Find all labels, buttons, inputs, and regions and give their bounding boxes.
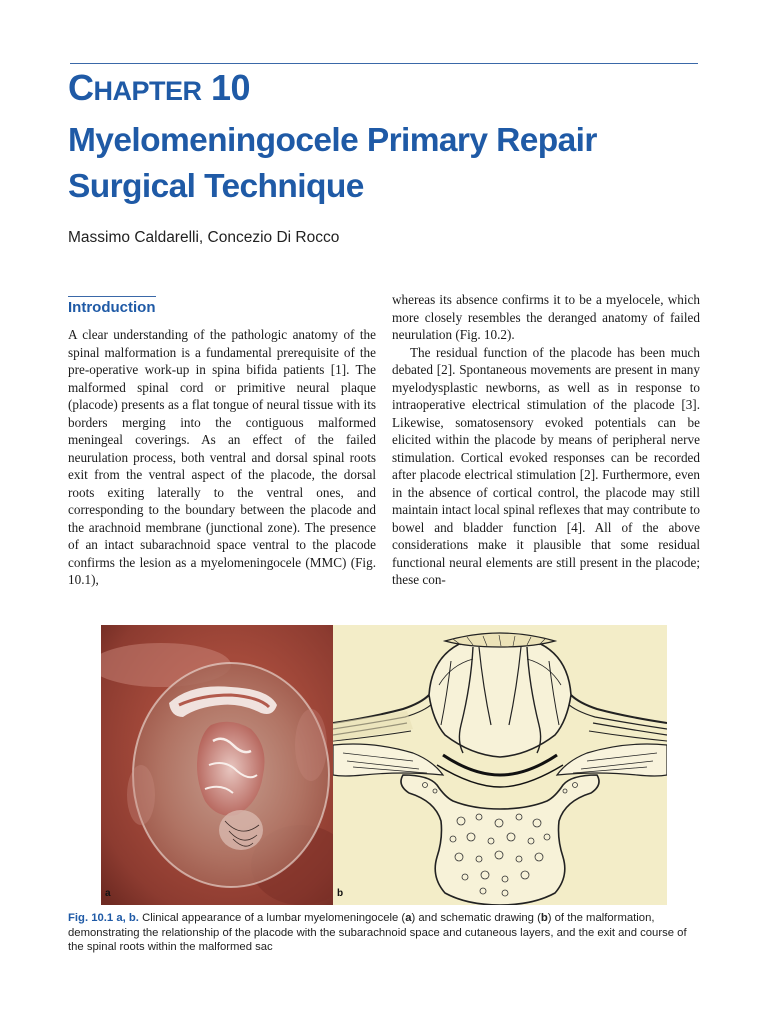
panel-a-label: a: [105, 888, 111, 899]
clinical-photo-drawing: [101, 625, 333, 905]
figure-10-1: [101, 625, 667, 905]
panel-b-label: b: [337, 888, 344, 899]
authors: Massimo Caldarelli, Concezio Di Rocco: [68, 229, 340, 246]
caption-mid: ) and schematic drawing (: [411, 912, 541, 924]
left-column: [68, 326, 376, 589]
caption-a: a: [405, 912, 412, 924]
chapter-label: [68, 68, 250, 111]
left-paragraph: A clear understanding of the pathologic anatomy of the spinal malformation is a fundamental prerequisite of the pre-operative work-up in spina bifida patients [1]. The malformed spinal cord or primitive neural plaque (placode) presents as a flat tongue of neural tissue with its borders merging into the contiguous malformed meningeal coverings. As an effect of the failed neurulation process, both ventral and dorsal spinal roots exit from the ventral aspect of the placode, the dorsal roots exiting laterally to the ventral ones, and corresponding to the boundary between the placode and the arachnoid membrane (junctional zone). The presence of an intact subarachnoid space ventral to the placode confirms the lesion as a myelomeningocele (MMC) (Fig. 10.1),: [68, 327, 376, 587]
caption-post: ) of the malformation, demonstrating the relationship of the placode with the subarachnoid space and cutaneous layers, and the exit and course of the spinal roots within the malformed sac: [68, 912, 687, 954]
chapter-small: HAPTER: [93, 76, 202, 106]
chapter-cap: C: [68, 67, 94, 108]
chapter-number: 10: [211, 67, 251, 108]
right-paragraph-2: The residual function of the placode has been much debated [2]. Spontaneous movements are present in many myelodysplastic newborns, as well as in response to intraoperative electrical stimulation of the placode [3]. Likewise, somatosensory evoked potentials can be elicited within the placode by means of peripheral nerve stimulation. Cortical evoked responses can be recorded after placode electrical stimulation [2]. Furthermore, even in the absence of cortical control, the placode may still maintain intact local spinal reflexes that may contribute to bowel and bladder function [4]. All of the above considerations make it plausible that some residual functional neural elements are still present in the placode; these con-: [392, 344, 700, 587]
caption-pre: Clinical appearance of a lumbar myelomeningocele (: [142, 912, 406, 924]
caption-b: b: [540, 912, 548, 924]
schematic-drawing: [333, 625, 667, 905]
caption-label: Fig. 10.1 a, b.: [68, 912, 139, 924]
section-rule: [68, 296, 156, 297]
clinical-photo: [101, 625, 333, 905]
chapter-title: Myelomeningocele Primary Repair Surgical Technique: [68, 122, 597, 205]
schematic-drawing-svg: [333, 625, 667, 905]
top-rule: [70, 63, 698, 64]
section-heading: Introduction: [68, 299, 156, 316]
figure-caption: [68, 911, 700, 955]
right-column: [392, 291, 700, 589]
right-paragraph-1: whereas its absence confirms it to be a myelocele, which more closely resembles the deranged anatomy of failed neurulation (Fig. 10.2).: [392, 292, 700, 342]
